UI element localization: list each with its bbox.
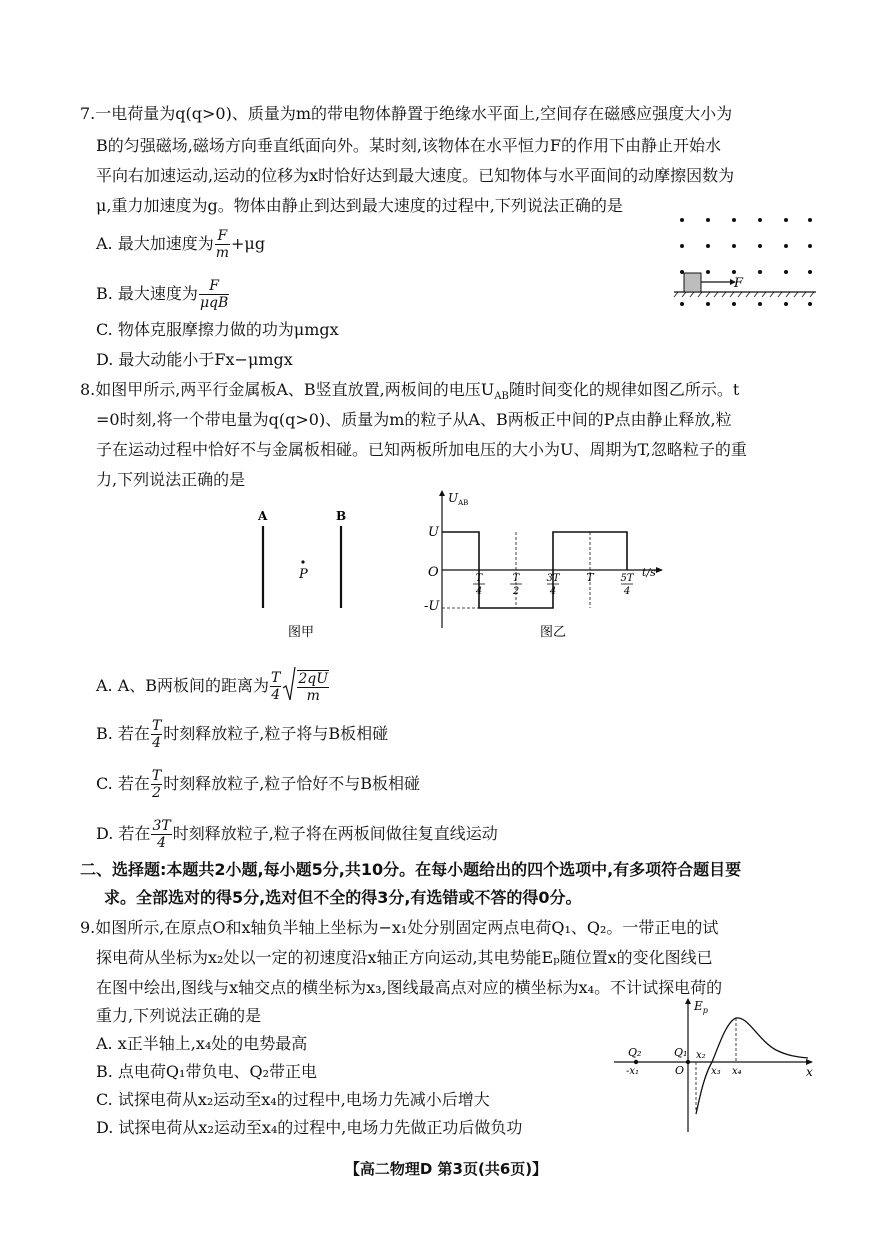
q7-option-b-fraction	[199, 278, 229, 311]
q8-option-a	[96, 666, 330, 707]
q8-option-d-suffix: 时刻释放粒子,粒子将在两板间做往复直线运动	[172, 824, 498, 843]
x-tick-denominator: 4	[623, 586, 631, 597]
ground-hatching	[674, 292, 814, 297]
q7-line4: μ,重力加速度为g。物体由静止到达到最大速度的过程中,下列说法正确的是	[96, 196, 623, 215]
q9-line2: 探电荷从坐标为x₂处以一定的初速度沿x轴正方向运动,其电势能Eₚ随位置x的变化图线已	[96, 948, 713, 967]
q7-option-b	[96, 278, 230, 311]
charge-q1-label: Q₁	[674, 1046, 688, 1059]
x-tick-labels	[473, 571, 635, 597]
q9-option-c: C. 试探电荷从x₂运动至x₄的过程中,电场力先减小后增大	[96, 1090, 490, 1109]
q8-option-d-prefix: D. 若在	[96, 824, 151, 843]
q9-line4: 重力,下列说法正确的是	[96, 1006, 262, 1025]
x-axis-unit: t/s	[642, 566, 656, 579]
section2-heading-line1: 二、选择题:本题共2小题,每小题5分,共10分。在每小题给出的四个选项中,有多项符合题目要	[80, 860, 742, 879]
q7-line3: 平向右加速运动,运动的位移为x时恰好达到最大速度。已知物体与水平面间的动摩擦因数为	[96, 166, 735, 185]
q7-option-b-prefix: B. 最大速度为	[96, 284, 198, 303]
ep-y-axis-label-sub: p	[702, 1006, 708, 1015]
q8-option-c-denominator: 2	[152, 785, 161, 801]
q7-line2: B的匀强磁场,磁场方向垂直纸面向外。某时刻,该物体在水平恒力F的作用下由静止开始水	[96, 136, 722, 155]
plate-a-label: A	[258, 509, 268, 523]
q8-option-a-numerator: T	[271, 670, 281, 686]
q7-option-a-fraction	[215, 228, 230, 261]
plate-b-label: B	[336, 509, 347, 523]
y-axis-label-main: U	[448, 491, 459, 505]
q8-option-c	[96, 768, 420, 801]
q7-line1: 7.一电荷量为q(q>0)、质量为m的带电物体静置于绝缘水平面上,空间存在磁感应强度大小为	[80, 104, 733, 123]
x-tick-numerator: T	[475, 573, 483, 584]
q8-option-a-prefix: A. A、B两板间的距离为	[96, 676, 270, 695]
q8-line1	[80, 380, 739, 407]
q8-line4: 力,下列说法正确的是	[96, 470, 246, 489]
x-tick-numerator: T	[512, 573, 520, 584]
q8-option-d-numerator: 3T	[152, 818, 171, 834]
charge-q2-label: Q₂	[628, 1046, 642, 1059]
charged-block	[684, 273, 701, 292]
q8-figure-plates	[250, 500, 360, 650]
q9-option-a: A. x正半轴上,x₄处的电势最高	[96, 1034, 308, 1053]
figure-yi-caption: 图乙	[540, 625, 567, 640]
q8-option-c-prefix: C. 若在	[96, 774, 150, 793]
ep-x-axis-label: x	[806, 1065, 813, 1079]
x-tick-denominator: 4	[475, 586, 483, 597]
magnetic-field-dots	[680, 218, 812, 306]
q7-option-c: C. 物体克服摩擦力做的功为μmgx	[96, 320, 339, 339]
q8-option-b-numerator: T	[151, 718, 162, 734]
point-p-label: P	[299, 567, 308, 582]
q9-figure-ep-graph	[608, 996, 818, 1136]
q9-option-b: B. 点电荷Q₁带负电、Q₂带正电	[96, 1062, 317, 1081]
point-p	[301, 560, 304, 563]
q8-option-b	[96, 718, 388, 751]
q8-line1-subscript: AB	[494, 391, 509, 403]
q8-option-c-suffix: 时刻释放粒子,粒子恰好不与B板相碰	[163, 774, 421, 793]
q7-option-a	[96, 228, 265, 261]
force-label: F	[734, 276, 744, 291]
q8-option-b-prefix: B. 若在	[96, 724, 150, 743]
q8-option-a-radicand-denominator: m	[306, 687, 320, 704]
q8-line3: 子在运动过程中恰好不与金属板相碰。已知两板所加电压的大小为U、周期为T,忽略粒子的重	[96, 440, 747, 459]
charge-q1-dot	[686, 1060, 690, 1064]
q8-option-d-denominator: 4	[157, 835, 167, 851]
q8-option-a-fraction	[270, 670, 281, 703]
x3-label: x₃	[711, 1066, 721, 1077]
section2-heading-line2: 求。全部选对的得5分,选对但不全的得3分,有选错或不答的得0分。	[104, 888, 582, 907]
q8-line2: =0时刻,将一个带电量为q(q>0)、质量为m的粒子从A、B两板正中间的P点由静止释放,粒	[96, 410, 732, 429]
page-footer: 【高二物理D 第3页(共6页)】	[344, 1160, 548, 1178]
q8-line1-text: 8.如图甲所示,两平行金属板A、B竖直放置,两板间的电压U	[80, 380, 495, 399]
q8-option-d	[96, 818, 498, 851]
q9-line3: 在图中绘出,图线与x轴交点的横坐标为x₃,图线最高点对应的横坐标为x₄。不计试探电荷的	[96, 978, 723, 997]
y-axis-label-sub: AB	[458, 499, 469, 507]
x2-label: x₂	[696, 1050, 706, 1061]
q8-figure-voltage-graph	[420, 488, 670, 650]
x4-label: x₄	[732, 1066, 742, 1077]
y-axis-arrowhead	[439, 490, 445, 496]
ep-origin-label: O	[675, 1064, 685, 1077]
x-tick-numerator: 5T	[620, 573, 634, 584]
y-tick-u: U	[428, 525, 439, 540]
q7-option-a-suffix: +μg	[231, 234, 266, 253]
q7-option-b-denominator: μqB	[199, 295, 229, 311]
q7-option-a-numerator: F	[215, 228, 230, 245]
ep-y-axis-arrowhead	[685, 998, 691, 1004]
charge-q2-dot	[634, 1060, 638, 1064]
x-tick-label: T	[586, 571, 594, 584]
q8-option-b-suffix: 时刻释放粒子,粒子将与B板相碰	[163, 724, 389, 743]
sqrt-icon	[282, 666, 296, 702]
q8-option-d-fraction	[151, 818, 171, 851]
figure-jia-caption: 图甲	[288, 625, 315, 640]
q7-figure	[670, 212, 820, 312]
q8-option-a-radicand-numerator: 2qU	[298, 670, 329, 687]
q9-line1: 9.如图所示,在原点O和x轴负半轴上坐标为−x₁处分别固定两点电荷Q₁、Q₂。一带正电的试	[80, 918, 719, 937]
q8-option-c-fraction	[151, 768, 162, 801]
q9-option-d: D. 试探电荷从x₂运动至x₄的过程中,电场力先做正功后做负功	[96, 1118, 523, 1137]
x-tick-numerator: 3T	[546, 573, 560, 584]
ep-y-axis-label	[693, 999, 708, 1015]
q8-option-a-denominator: 4	[271, 687, 281, 703]
x-axis-arrowhead	[656, 567, 663, 573]
x-tick-denominator: 4	[549, 586, 557, 597]
sqrt-sign	[282, 666, 296, 707]
q7-option-b-numerator: F	[199, 278, 229, 295]
x-tick-denominator: 2	[512, 586, 520, 597]
q8-option-a-radicand	[297, 670, 329, 704]
y-tick-neg-u: -U	[424, 599, 440, 614]
q7-option-d: D. 最大动能小于Fx−μmgx	[96, 350, 293, 369]
q7-option-a-denominator: m	[215, 245, 230, 261]
q8-option-b-denominator: 4	[152, 735, 162, 751]
origin-label: O	[428, 565, 439, 580]
neg-x1-label: -x₁	[626, 1066, 640, 1077]
y-axis-label	[448, 491, 468, 507]
ep-y-axis-label-main: E	[694, 999, 703, 1013]
q8-line1-text-post: 随时间变化的规律如图乙所示。t	[508, 380, 740, 399]
q7-option-a-prefix: A. 最大加速度为	[96, 234, 214, 253]
q8-option-c-numerator: T	[151, 768, 162, 784]
q8-option-b-fraction	[151, 718, 162, 751]
